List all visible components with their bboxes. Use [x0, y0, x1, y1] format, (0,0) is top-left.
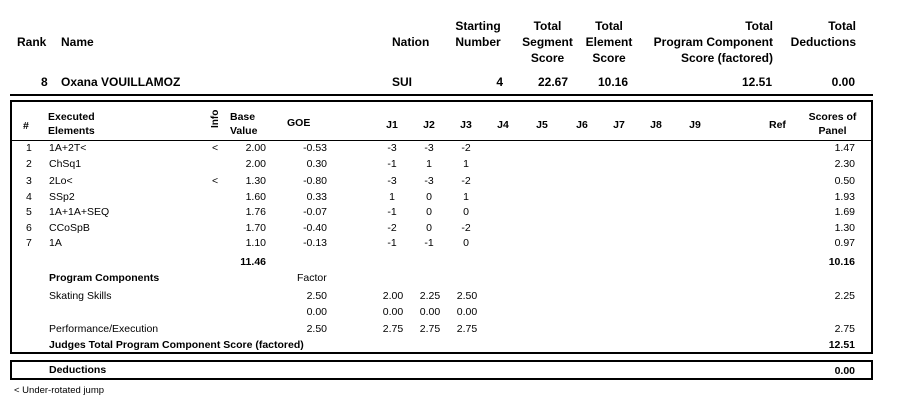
col-info: Info	[210, 109, 221, 128]
element-code: 1A	[49, 237, 62, 249]
element-number: 4	[26, 191, 32, 203]
element-number: 5	[26, 206, 32, 218]
element-judge-score-j3: -2	[461, 222, 471, 234]
col-num: #	[23, 120, 29, 132]
component-judge-score-j2: 0.00	[419, 306, 441, 318]
panel-total: 10.16	[828, 256, 855, 268]
element-judge-score-j3: 1	[463, 158, 469, 170]
component-judge-score-j3: 2.50	[456, 290, 478, 302]
skater-rank: 8	[41, 75, 48, 89]
component-factor: 2.50	[306, 290, 327, 302]
component-factor: 2.50	[306, 323, 327, 335]
element-panel-score: 1.93	[834, 191, 855, 203]
skater-nation: SUI	[392, 75, 413, 89]
element-judge-score-j1: -2	[387, 222, 397, 234]
component-score: 2.25	[834, 290, 855, 302]
element-judge-score-j2: -3	[424, 142, 434, 154]
element-judge-score-j1: -1	[387, 206, 397, 218]
element-code: 1A+2T<	[49, 142, 87, 154]
factor-label: Factor	[297, 272, 327, 284]
element-judge-score-j3: 0	[463, 206, 469, 218]
summary-divider	[10, 94, 873, 96]
element-base-value: 1.60	[245, 191, 266, 203]
element-judge-score-j1: -3	[387, 142, 397, 154]
col-goe: GOE	[287, 117, 311, 129]
pcs-total-label: Judges Total Program Component Score (factored)	[49, 339, 304, 351]
skater-starting-number: 4	[496, 75, 503, 89]
col-j4: J4	[497, 119, 509, 131]
element-panel-score: 1.69	[834, 206, 855, 218]
element-panel-score: 1.47	[834, 142, 855, 154]
element-number: 7	[26, 237, 32, 249]
component-judge-score-j2: 2.25	[419, 290, 441, 302]
element-code: CCoSpB	[49, 222, 90, 234]
pcs-header: Total Program Component Score (factored)	[653, 19, 773, 65]
element-number: 2	[26, 158, 32, 170]
col-j1: J1	[386, 119, 398, 131]
deductions-box	[10, 360, 873, 380]
element-panel-score: 2.30	[834, 158, 855, 170]
col-executed-elements: Executed Elements	[48, 111, 95, 137]
component-judge-score-j1: 2.00	[382, 290, 404, 302]
element-panel-score: 1.30	[834, 222, 855, 234]
col-j2: J2	[423, 119, 435, 131]
element-goe: -0.13	[303, 237, 327, 249]
component-name: Performance/Execution	[49, 323, 159, 335]
element-judge-score-j3: -2	[461, 175, 471, 187]
component-factor: 0.00	[306, 306, 327, 318]
summary-frame	[10, 8, 874, 96]
element-goe: 0.33	[306, 191, 327, 203]
element-goe: -0.80	[303, 175, 327, 187]
element-base-value: 1.10	[245, 237, 266, 249]
component-judge-score-j1: 2.75	[382, 323, 404, 335]
deductions-value: 0.00	[834, 365, 855, 377]
header-rule	[12, 140, 871, 141]
element-judge-score-j3: 0	[463, 237, 469, 249]
col-base-value: Base Value	[230, 111, 258, 137]
element-judge-score-j2: 1	[426, 158, 432, 170]
component-judge-score-j2: 2.75	[419, 323, 441, 335]
element-judge-score-j2: 0	[426, 191, 432, 203]
element-code: ChSq1	[49, 158, 82, 170]
skater-deductions: 0.00	[831, 75, 855, 89]
rank-header: Rank	[17, 35, 47, 49]
col-j9: J9	[689, 119, 701, 131]
program-components-title: Program Components	[49, 272, 160, 284]
component-judge-score-j3: 2.75	[456, 323, 478, 335]
skater-segment-score: 22.67	[537, 75, 568, 89]
nation-header: Nation	[392, 35, 430, 49]
element-number: 6	[26, 222, 32, 234]
element-code: 1A+1A+SEQ	[49, 206, 110, 218]
element-panel-score: 0.97	[834, 237, 855, 249]
element-goe: -0.07	[303, 206, 327, 218]
component-judge-score-j3: 0.00	[456, 306, 478, 318]
component-score: 2.75	[834, 323, 855, 335]
element-goe: -0.40	[303, 222, 327, 234]
element-code: SSp2	[49, 191, 75, 203]
element-judge-score-j1: -1	[387, 158, 397, 170]
element-base-value: 1.76	[245, 206, 266, 218]
element-judge-score-j1: -1	[387, 237, 397, 249]
element-base-value: 1.30	[245, 175, 266, 187]
element-judge-score-j2: -1	[424, 237, 434, 249]
element-judge-score-j3: -2	[461, 142, 471, 154]
element-score-header: Total Element Score	[585, 19, 633, 65]
element-judge-score-j2: -3	[424, 175, 434, 187]
element-judge-score-j1: -3	[387, 175, 397, 187]
element-goe: -0.53	[303, 142, 327, 154]
col-j3: J3	[460, 119, 472, 131]
component-name: Skating Skills	[49, 290, 112, 302]
element-number: 1	[26, 142, 32, 154]
name-header: Name	[61, 35, 94, 49]
element-judge-score-j1: 1	[389, 191, 395, 203]
element-info: <	[212, 175, 219, 187]
col-j5: J5	[536, 119, 548, 131]
element-goe: 0.30	[306, 158, 327, 170]
element-judge-score-j3: 1	[463, 191, 469, 203]
element-base-value: 1.70	[245, 222, 266, 234]
col-j8: J8	[650, 119, 662, 131]
deductions-header: Total Deductions	[790, 19, 856, 49]
col-j6: J6	[576, 119, 588, 131]
component-judge-score-j1: 0.00	[382, 306, 404, 318]
element-code: 2Lo<	[49, 175, 73, 187]
element-judge-score-j2: 0	[426, 222, 432, 234]
segment-score-header: Total Segment Score	[522, 19, 573, 65]
element-base-value: 2.00	[245, 158, 266, 170]
skater-element-score: 10.16	[597, 75, 628, 89]
element-info: <	[212, 142, 219, 154]
element-number: 3	[26, 175, 32, 187]
skater-pcs: 12.51	[741, 75, 772, 89]
pcs-total-value: 12.51	[828, 339, 855, 351]
footnote: < Under-rotated jump	[14, 385, 105, 396]
skater-name: Oxana VOUILLAMOZ	[61, 75, 181, 89]
col-scores-of-panel: Scores of Panel	[808, 111, 857, 137]
element-base-value: 2.00	[245, 142, 266, 154]
col-j7: J7	[613, 119, 625, 131]
base-value-total: 11.46	[240, 256, 266, 268]
element-panel-score: 0.50	[834, 175, 855, 187]
starting-number-header: Starting Number	[455, 19, 501, 49]
deductions-label: Deductions	[49, 364, 107, 376]
col-ref: Ref	[769, 119, 786, 131]
element-judge-score-j2: 0	[426, 206, 432, 218]
